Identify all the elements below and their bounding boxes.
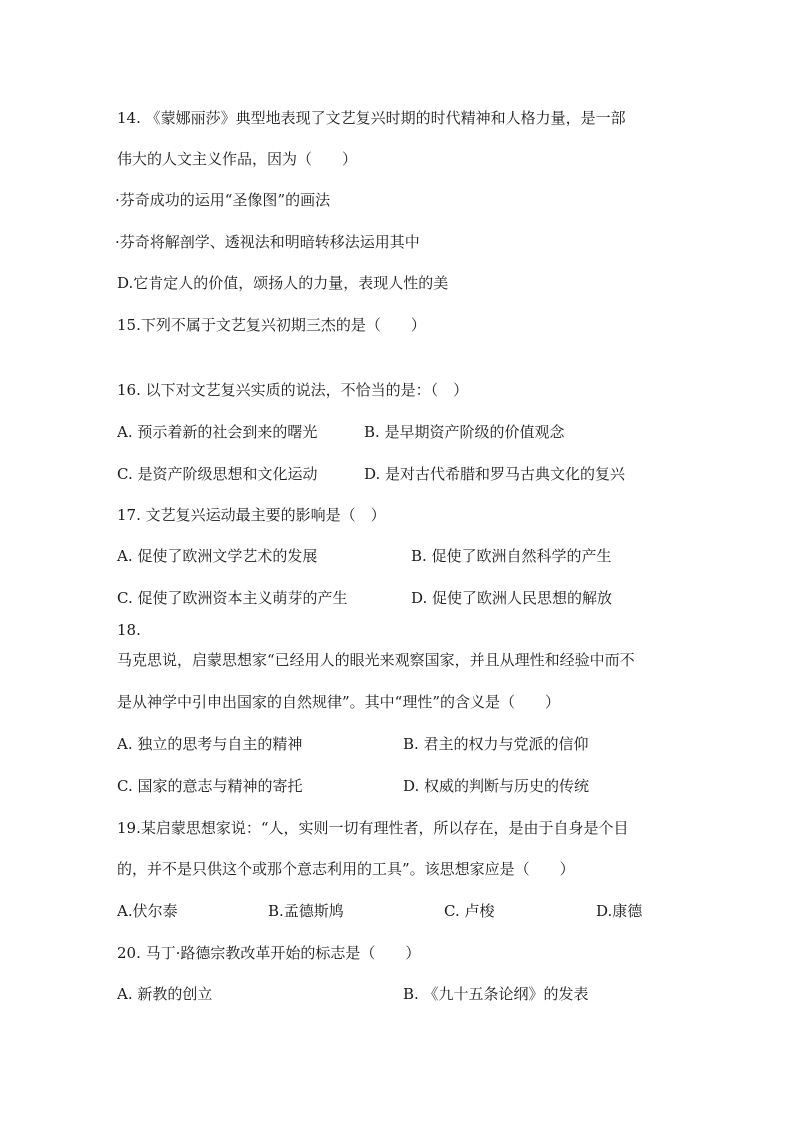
q17-option-a: A. 促使了欧洲文学艺术的发展 bbox=[117, 547, 318, 565]
q18-stem-line1: 马克思说，启蒙思想家“已经用人的眼光来观察国家，并且从理性和经验中而不 bbox=[117, 651, 635, 669]
q17-option-d: D. 促使了欧洲人民思想的解放 bbox=[411, 589, 613, 607]
q19-option-b: B.孟德斯鸠 bbox=[268, 902, 344, 920]
q18-number: 18. bbox=[117, 621, 141, 639]
q14-option-d: D.它肯定人的价值，颂扬人的力量，表现人性的美 bbox=[117, 274, 449, 292]
q18-option-a: A. 独立的思考与自主的精神 bbox=[117, 735, 303, 753]
q15-stem: 15.下列不属于文艺复兴初期三杰的是（ ） bbox=[117, 316, 426, 334]
q16-option-a: A. 预示着新的社会到来的曙光 bbox=[117, 423, 318, 441]
q20-option-a: A. 新教的创立 bbox=[117, 985, 213, 1003]
q18-option-c: C. 国家的意志与精神的寄托 bbox=[117, 777, 303, 795]
q19-option-c: C. 卢梭 bbox=[444, 902, 495, 920]
q20-stem: 20. 马丁·路德宗教改革开始的标志是（ ） bbox=[117, 944, 421, 962]
q16-option-c: C. 是资产阶级思想和文化运动 bbox=[117, 465, 318, 483]
q19-stem-line2: 的，并不是只供这个或那个意志利用的工具”。该思想家应是（ ） bbox=[117, 860, 575, 878]
q19-stem-line1: 19.某启蒙思想家说：“人，实则一切有理性者，所以存在，是由于自身是个目 bbox=[117, 819, 629, 837]
q14-option-b: ·芬奇将解剖学、透视法和明暗转移法运用其中 bbox=[115, 233, 420, 251]
q14-stem-line2: 伟大的人文主义作品，因为（ ） bbox=[117, 150, 358, 168]
q17-option-b: B. 促使了欧洲自然科学的产生 bbox=[411, 547, 612, 565]
q16-stem: 16. 以下对文艺复兴实质的说法，不恰当的是：（ ） bbox=[117, 381, 469, 399]
q16-option-d: D. 是对古代希腊和罗马古典文化的复兴 bbox=[364, 465, 626, 483]
q18-stem-line2: 是从神学中引申出国家的自然规律”。其中“理性”的含义是（ ） bbox=[117, 693, 561, 711]
q18-option-d: D. 权威的判断与历史的传统 bbox=[403, 777, 590, 795]
q18-option-b: B. 君主的权力与党派的信仰 bbox=[403, 735, 589, 753]
q19-option-a: A.伏尔泰 bbox=[117, 902, 178, 920]
q19-option-d: D.康德 bbox=[596, 902, 643, 920]
q17-stem: 17. 文艺复兴运动最主要的影响是（ ） bbox=[117, 506, 386, 524]
q14-stem-line1: 14. 《蒙娜丽莎》典型地表现了文艺复兴时期的时代精神和人格力量，是一部 bbox=[117, 109, 626, 127]
q14-option-a: ·芬奇成功的运用“圣像图”的画法 bbox=[115, 191, 331, 209]
q17-option-c: C. 促使了欧洲资本主义萌芽的产生 bbox=[117, 589, 348, 607]
q20-option-b: B. 《九十五条论纲》的发表 bbox=[403, 985, 589, 1003]
q16-option-b: B. 是早期资产阶级的价值观念 bbox=[364, 423, 565, 441]
